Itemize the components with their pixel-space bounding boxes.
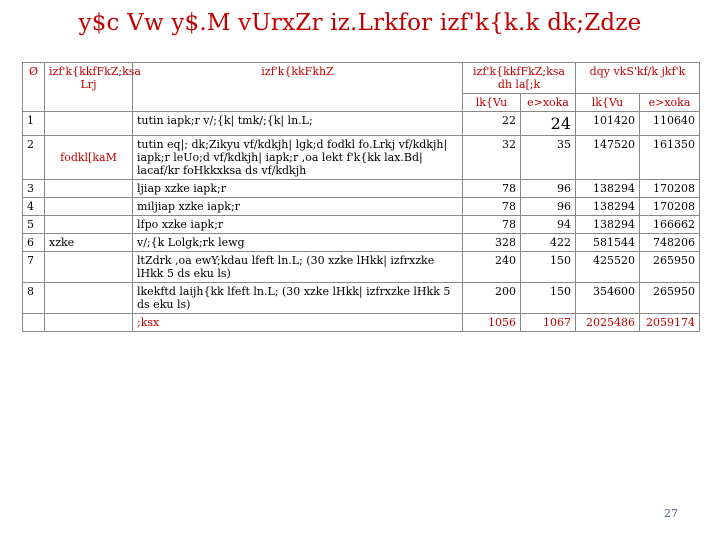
row-expected-count: 35	[521, 136, 576, 180]
row-category	[45, 180, 133, 198]
row-expected-count: 150	[521, 252, 576, 283]
total-staff-count: 1056	[463, 314, 521, 332]
row-serial: 8	[23, 283, 45, 314]
row-staff-count: 78	[463, 198, 521, 216]
table-total-row	[23, 314, 700, 332]
row-category	[45, 112, 133, 136]
row-staff-count: 200	[463, 283, 521, 314]
training-table	[22, 62, 700, 332]
row-serial: 6	[23, 234, 45, 252]
total-expected-cost: 2059174	[640, 314, 700, 332]
table-header-row	[23, 63, 700, 94]
row-program: lkekftd laijh{kk lfeft ln.L; (30 xzke lHkk| izfrxzke lHkk 5 ds eku ls)	[133, 283, 463, 314]
row-expected-cost: 170208	[640, 180, 700, 198]
row-staff-cost: 354600	[576, 283, 640, 314]
header-cost: dqy vkS'kf/k jkf'k	[576, 63, 700, 94]
row-program: lfpo xzke iapk;r	[133, 216, 463, 234]
row-staff-count: 328	[463, 234, 521, 252]
row-expected-count: 422	[521, 234, 576, 252]
subheader-staff: lk{Vu	[463, 94, 521, 112]
subheader-expected-2: e>xoka	[640, 94, 700, 112]
table-row	[23, 180, 700, 198]
row-category: fodkl[kaM	[45, 136, 133, 180]
row-staff-cost: 101420	[576, 112, 640, 136]
row-expected-cost: 110640	[640, 112, 700, 136]
table-row	[23, 283, 700, 314]
table-row	[23, 136, 700, 180]
row-staff-cost: 138294	[576, 198, 640, 216]
row-staff-cost: 147520	[576, 136, 640, 180]
row-staff-cost: 138294	[576, 180, 640, 198]
row-expected-cost: 265950	[640, 283, 700, 314]
row-expected-count: 150	[521, 283, 576, 314]
table-row	[23, 112, 700, 136]
row-program: v/;{k Lolgk;rk lewg	[133, 234, 463, 252]
row-expected-cost: 166662	[640, 216, 700, 234]
row-staff-count: 240	[463, 252, 521, 283]
row-expected-count: 94	[521, 216, 576, 234]
row-expected-cost: 161350	[640, 136, 700, 180]
row-program: ltZdrk ,oa ewY;kdau lfeft ln.L; (30 xzke lHkk| izfrxzke lHkk 5 ds eku ls)	[133, 252, 463, 283]
row-serial: 1	[23, 112, 45, 136]
row-program: tutin eq|; dk;Zikyu vf/kdkjh| lgk;d fodkl fo.Lrkj vf/kdkjh| iapk;r leUo;d vf/kdkjh| iapk;r ,oa lekt f'k{kk lax.Bd| lacaf/kr foHkkxksa ds vf/kdkjh	[133, 136, 463, 180]
row-expected-cost: 265950	[640, 252, 700, 283]
table-row	[23, 216, 700, 234]
header-trainee-count: izf'k{kkfFkZ;ksa dh la[;k	[463, 63, 576, 94]
row-category	[45, 216, 133, 234]
row-category	[45, 283, 133, 314]
row-staff-cost: 425520	[576, 252, 640, 283]
row-serial: 5	[23, 216, 45, 234]
row-program: tutin iapk;r v/;{k| tmk/;{k| ln.L;	[133, 112, 463, 136]
row-expected-count: 24	[521, 112, 576, 136]
subheader-expected: e>xoka	[521, 94, 576, 112]
row-staff-count: 78	[463, 216, 521, 234]
row-expected-cost: 170208	[640, 198, 700, 216]
header-program: izf'k{kkFkhZ	[133, 63, 463, 112]
table-row	[23, 252, 700, 283]
table-row	[23, 198, 700, 216]
row-program: ljiap xzke iapk;r	[133, 180, 463, 198]
row-category: xzke	[45, 234, 133, 252]
total-spacer-2	[45, 314, 133, 332]
row-staff-cost: 581544	[576, 234, 640, 252]
row-expected-count: 96	[521, 180, 576, 198]
row-serial: 4	[23, 198, 45, 216]
row-program: miljiap xzke iapk;r	[133, 198, 463, 216]
row-serial: 3	[23, 180, 45, 198]
row-expected-cost: 748206	[640, 234, 700, 252]
header-serial: Ø	[23, 63, 45, 112]
total-label: ;ksx	[133, 314, 463, 332]
total-staff-cost: 2025486	[576, 314, 640, 332]
row-expected-count: 96	[521, 198, 576, 216]
row-serial: 2	[23, 136, 45, 180]
row-staff-count: 78	[463, 180, 521, 198]
row-serial: 7	[23, 252, 45, 283]
header-category: izf'k{kkfFkZ;ksa Lrj	[45, 63, 133, 112]
total-spacer	[23, 314, 45, 332]
subheader-staff-2: lk{Vu	[576, 94, 640, 112]
row-category	[45, 198, 133, 216]
table-row	[23, 234, 700, 252]
total-expected-count: 1067	[521, 314, 576, 332]
page-number: 27	[664, 507, 678, 520]
row-staff-cost: 138294	[576, 216, 640, 234]
page-title: y$c Vw y$.M vUrxZr iz.Lrkfor izf'k{k.k dk;Zdze	[78, 10, 642, 36]
row-staff-count: 22	[463, 112, 521, 136]
row-staff-count: 32	[463, 136, 521, 180]
